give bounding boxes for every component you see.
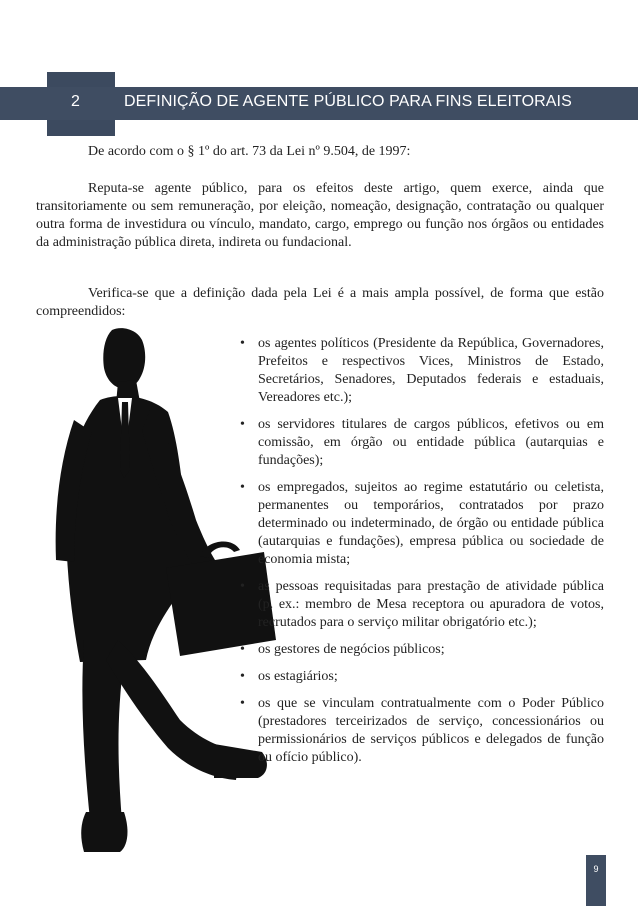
list-item [236,668,604,686]
bullet-marker: • [240,696,245,711]
list-item-text: as pessoas requisitadas para prestação de atividade pública (p. ex.: membro de Mesa receptora ou apuradora de votos, recrutados para o serviço militar obrigatório etc.); [258,579,604,630]
list-item-text: os estagiários; [258,669,338,684]
definition-paragraph: Reputa-se agente público, para os efeitos deste artigo, quem exerce, ainda que transitoriamente ou sem remuneração, por eleição, nomeação, designação, contratação ou qualquer outra forma de investidura ou vínculo, mandato, cargo, emprego ou função nos órgãos ou entidades da administração pública direta, indireta ou fundacional. [36,181,604,250]
list-item-text: os gestores de negócios públicos; [258,642,445,657]
list-item [236,335,604,407]
list-item [236,641,604,659]
section-number: 2 [71,93,80,110]
intro-paragraph: De acordo com o § 1º do art. 73 da Lei nº 9.504, de 1997: [88,144,411,159]
bullet-marker: • [240,336,245,351]
bullet-marker: • [240,669,245,684]
page-number-tab [586,855,606,906]
list-item-text: os empregados, sujeitos ao regime estatutário ou celetista, permanentes ou temporários, contratados por prazo determinado ou indeterminado, de órgão ou entidade pública (autarquias e fundações), empresa pública ou sociedade de economia mista; [258,480,604,567]
list-item-text: os servidores titulares de cargos públicos, efetivos ou em comissão, em órgão ou entidade pública (autarquias e fundações); [258,417,604,468]
list-item [236,479,604,569]
list-item [236,416,604,470]
conclusion-paragraph: Verifica-se que a definição dada pela Lei é a mais ampla possível, de forma que estão compreendidos: [36,286,604,319]
section-title: DEFINIÇÃO DE AGENTE PÚBLICO PARA FINS ELEITORAIS [124,93,572,110]
page-number: 9 [593,864,599,874]
agent-types-list [236,335,604,776]
bullet-marker: • [240,579,245,594]
bullet-marker: • [240,480,245,495]
bullet-marker: • [240,642,245,657]
list-item-text: os agentes políticos (Presidente da República, Governadores, Prefeitos e respectivos Vices, Ministros de Estado, Secretários, Senadores, Deputados federais e estaduais, Vereadores etc.); [258,336,604,405]
bullet-marker: • [240,417,245,432]
list-item [236,578,604,632]
list-item [236,695,604,767]
list-item-text: os que se vinculam contratualmente com o Poder Público (prestadores terceirizados de serviço, concessionários ou permissionários de serviços públicos e delegados de função ou ofício público). [258,696,604,765]
